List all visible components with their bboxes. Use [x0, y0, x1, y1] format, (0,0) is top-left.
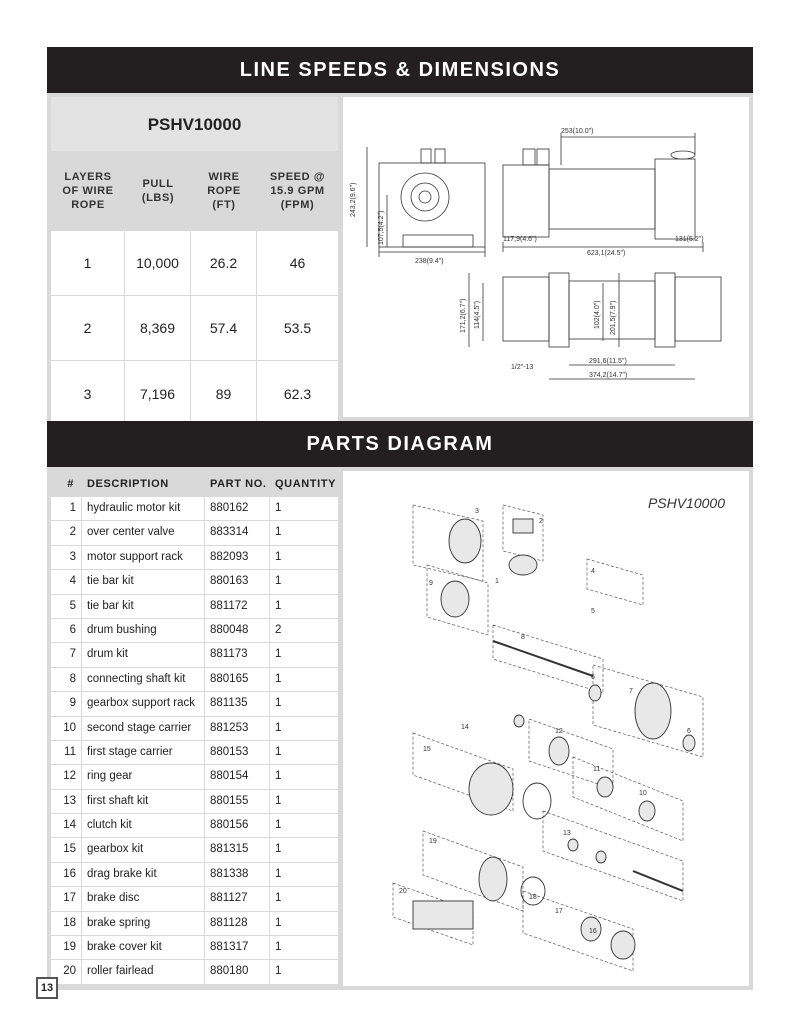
part-desc: roller fairlead	[82, 960, 205, 983]
part-desc: tie bar kit	[82, 595, 205, 618]
dim-flange-dia: 201,5(7.9")	[610, 300, 617, 335]
dim-bolt: 1/2"-13	[511, 364, 534, 371]
part-desc: second stage carrier	[82, 717, 205, 740]
part-desc: over center valve	[82, 521, 205, 544]
spec-table-header	[51, 151, 338, 231]
part-num: 2	[51, 521, 82, 544]
callout-label: 15	[423, 746, 431, 753]
part-desc: connecting shaft kit	[82, 668, 205, 691]
callout-label: 16	[589, 928, 597, 935]
cell-speed: 53.5	[283, 320, 312, 336]
part-num: 5	[51, 595, 82, 618]
dim-side-height2: 114(4.5")	[474, 300, 481, 329]
parts-row	[51, 912, 338, 936]
callout-label: 17	[555, 908, 563, 915]
spec-table	[51, 97, 338, 417]
part-gearbox	[469, 763, 513, 815]
part-desc: gearbox kit	[82, 838, 205, 861]
part-number: 881253	[205, 717, 270, 740]
part-motor-support	[449, 519, 481, 563]
side-drum	[549, 169, 655, 229]
callout-label: 1	[495, 578, 499, 585]
dim-side-height1: 171,2(6.7")	[460, 298, 467, 333]
part-desc: drum kit	[82, 643, 205, 666]
part-qty: 1	[275, 965, 282, 978]
part-hydraulic-motor	[509, 555, 537, 575]
header-pull: PULL (LBS)	[141, 178, 175, 204]
part-brake-cover	[479, 857, 507, 901]
part-num: 14	[51, 814, 82, 837]
part-number: 883314	[205, 521, 270, 544]
part-desc: tie bar kit	[82, 570, 205, 593]
part-qty: 1	[275, 843, 282, 856]
cell-wire: 89	[191, 361, 257, 426]
parts-row	[51, 668, 338, 692]
part-qty: 1	[275, 526, 282, 539]
part-qty: 1	[275, 916, 282, 929]
exploded-view-svg	[343, 471, 749, 986]
parts-row	[51, 717, 338, 741]
header-num: #	[67, 478, 74, 490]
part-number: 881317	[205, 936, 270, 959]
header-wire: WIRE ROPE (FT)	[207, 171, 241, 211]
dim-mount-length: 374,2(14.7")	[589, 372, 628, 379]
spec-row	[51, 361, 338, 426]
part-desc: motor support rack	[82, 546, 205, 569]
part-num: 11	[51, 741, 82, 764]
callout-label: 14	[461, 724, 469, 731]
part-number: 880162	[205, 497, 270, 520]
callout-label: 4	[591, 568, 595, 575]
side-motor-housing	[503, 165, 549, 237]
part-number: 881315	[205, 838, 270, 861]
part-number: 880165	[205, 668, 270, 691]
dim-top-width: 253(10.0")	[561, 128, 594, 135]
part-desc: gearbox support rack	[82, 692, 205, 715]
line-speeds-banner	[47, 47, 753, 93]
header-part: PART NO.	[210, 478, 267, 490]
dim-drum-dia: 102(4.0")	[594, 300, 601, 329]
callout-label: 6	[591, 674, 595, 681]
callout-label: 20	[399, 888, 407, 895]
cell-speed: 46	[289, 255, 306, 271]
model-title: PSHV10000	[51, 97, 338, 151]
callout-label: 19	[429, 838, 437, 845]
part-desc: brake cover kit	[82, 936, 205, 959]
header-speed: SPEED @ 15.9 GPM (FPM)	[269, 171, 326, 211]
part-desc: first stage carrier	[82, 741, 205, 764]
part-num: 12	[51, 765, 82, 788]
parts-row	[51, 960, 338, 984]
parts-row	[51, 521, 338, 545]
parts-table	[51, 471, 338, 986]
callout-label: 3	[475, 508, 479, 515]
part-num: 3	[51, 546, 82, 569]
part-num: 15	[51, 838, 82, 861]
parts-row	[51, 790, 338, 814]
part-qty: 1	[275, 575, 282, 588]
parts-diagram	[343, 471, 749, 986]
callout-label: 11	[593, 766, 601, 773]
parts-row	[51, 741, 338, 765]
dim-overall-length: 623,1(24.5")	[587, 250, 626, 257]
part-num: 17	[51, 887, 82, 910]
parts-section	[47, 467, 753, 990]
part-qty: 1	[275, 721, 282, 734]
page-number: 13	[36, 977, 58, 999]
line-speeds-section	[47, 93, 753, 421]
part-number: 880154	[205, 765, 270, 788]
part-number: 880163	[205, 570, 270, 593]
part-qty: 1	[275, 697, 282, 710]
part-number: 880180	[205, 960, 270, 983]
parts-title: PARTS DIAGRAM	[306, 433, 494, 455]
part-desc: ring gear	[82, 765, 205, 788]
part-number: 881173	[205, 643, 270, 666]
callout-label: 13	[563, 830, 571, 837]
parts-row	[51, 692, 338, 716]
part-desc: hydraulic motor kit	[82, 497, 205, 520]
part-qty: 1	[275, 502, 282, 514]
part-number: 881338	[205, 863, 270, 886]
part-number: 881135	[205, 692, 270, 715]
dim-height-lower: 107,5(4.2")	[378, 210, 385, 245]
part-qty: 1	[275, 648, 282, 661]
callout-label: 8	[521, 634, 525, 641]
part-number: 881172	[205, 595, 270, 618]
part-qty: 1	[275, 672, 282, 685]
part-number: 880156	[205, 814, 270, 837]
callout-label: 12	[555, 728, 563, 735]
dimension-drawing	[343, 97, 749, 417]
part-num: 4	[51, 570, 82, 593]
parts-row	[51, 887, 338, 911]
part-drum	[635, 683, 671, 739]
line-speeds-title: LINE SPEEDS & DIMENSIONS	[239, 59, 561, 81]
part-drag-brake	[611, 931, 635, 959]
part-number: 880048	[205, 619, 270, 642]
dim-offset-right: 131(5.2")	[675, 236, 704, 243]
cell-speed: 62.3	[283, 385, 312, 402]
header-qty: QUANTITY	[275, 478, 337, 490]
parts-row	[51, 814, 338, 838]
part-num: 19	[51, 936, 82, 959]
callout-label: 7	[629, 688, 633, 695]
parts-row	[51, 497, 338, 521]
part-qty: 1	[275, 550, 282, 563]
part-qty: 1	[275, 745, 282, 758]
diagram-model-label: PSHV10000	[647, 495, 725, 511]
dimension-drawing-svg	[343, 97, 749, 417]
part-qty: 1	[275, 599, 282, 612]
part-desc: brake spring	[82, 912, 205, 935]
callout-label: 6	[687, 728, 691, 735]
front-motor-flange	[401, 173, 449, 221]
part-qty: 1	[275, 867, 282, 880]
part-number: 881127	[205, 887, 270, 910]
part-num: 8	[51, 668, 82, 691]
header-layers: LAYERS OF WIRE ROPE	[62, 171, 114, 211]
part-desc: first shaft kit	[82, 790, 205, 813]
cell-layers: 3	[51, 361, 125, 426]
part-desc: clutch kit	[82, 814, 205, 837]
part-num: 9	[51, 692, 82, 715]
part-desc: drum bushing	[82, 619, 205, 642]
parts-row	[51, 936, 338, 960]
cell-wire: 57.4	[191, 296, 257, 360]
part-num: 18	[51, 912, 82, 935]
part-number: 882093	[205, 546, 270, 569]
part-desc: drag brake kit	[82, 863, 205, 886]
part-num: 16	[51, 863, 82, 886]
part-qty: 1	[275, 892, 282, 905]
part-qty: 2	[275, 623, 282, 636]
dim-offset-left: 117,9(4.6")	[503, 236, 537, 243]
parts-row	[51, 863, 338, 887]
parts-row	[51, 619, 338, 643]
callout-label: 9	[429, 580, 433, 587]
parts-table-body	[51, 497, 338, 985]
spec-row	[51, 231, 338, 296]
part-desc: brake disc	[82, 887, 205, 910]
cell-wire: 26.2	[191, 231, 257, 295]
part-number: 880153	[205, 741, 270, 764]
part-num: 10	[51, 717, 82, 740]
part-number: 880155	[205, 790, 270, 813]
cell-pull: 7,196	[125, 361, 191, 426]
parts-row	[51, 838, 338, 862]
parts-row	[51, 570, 338, 594]
front-view-body	[379, 163, 485, 247]
part-qty: 1	[275, 770, 282, 783]
parts-banner	[47, 421, 753, 467]
spec-row	[51, 296, 338, 361]
callout-label: 10	[639, 790, 647, 797]
part-ring-gear	[549, 737, 569, 765]
part-num: 13	[51, 790, 82, 813]
part-num: 7	[51, 643, 82, 666]
part-qty: 1	[275, 819, 282, 832]
cell-layers: 1	[51, 231, 125, 295]
parts-row	[51, 765, 338, 789]
dim-drum-length: 291,6(11.5")	[589, 358, 627, 365]
parts-row	[51, 643, 338, 667]
callout-label: 5	[591, 608, 595, 615]
dim-base-left: 238(9.4")	[415, 258, 444, 265]
cell-layers: 2	[51, 296, 125, 360]
part-roller-fairlead	[413, 901, 473, 929]
callout-label: 18	[529, 894, 537, 901]
parts-table-header	[51, 471, 338, 497]
cell-pull: 10,000	[125, 231, 191, 295]
cell-pull: 8,369	[125, 296, 191, 360]
dim-height-total: 243,2(9.6")	[350, 182, 357, 217]
part-number: 881128	[205, 912, 270, 935]
part-qty: 1	[275, 941, 282, 954]
parts-row	[51, 595, 338, 619]
part-gearbox-support	[441, 581, 469, 617]
bottom-motor-housing	[503, 277, 549, 341]
part-num: 20	[51, 960, 82, 983]
header-desc: DESCRIPTION	[87, 478, 169, 490]
callout-label: 2	[539, 518, 543, 525]
part-qty: 1	[275, 794, 282, 807]
parts-row	[51, 546, 338, 570]
part-num: 1	[51, 497, 82, 520]
part-num: 6	[51, 619, 82, 642]
